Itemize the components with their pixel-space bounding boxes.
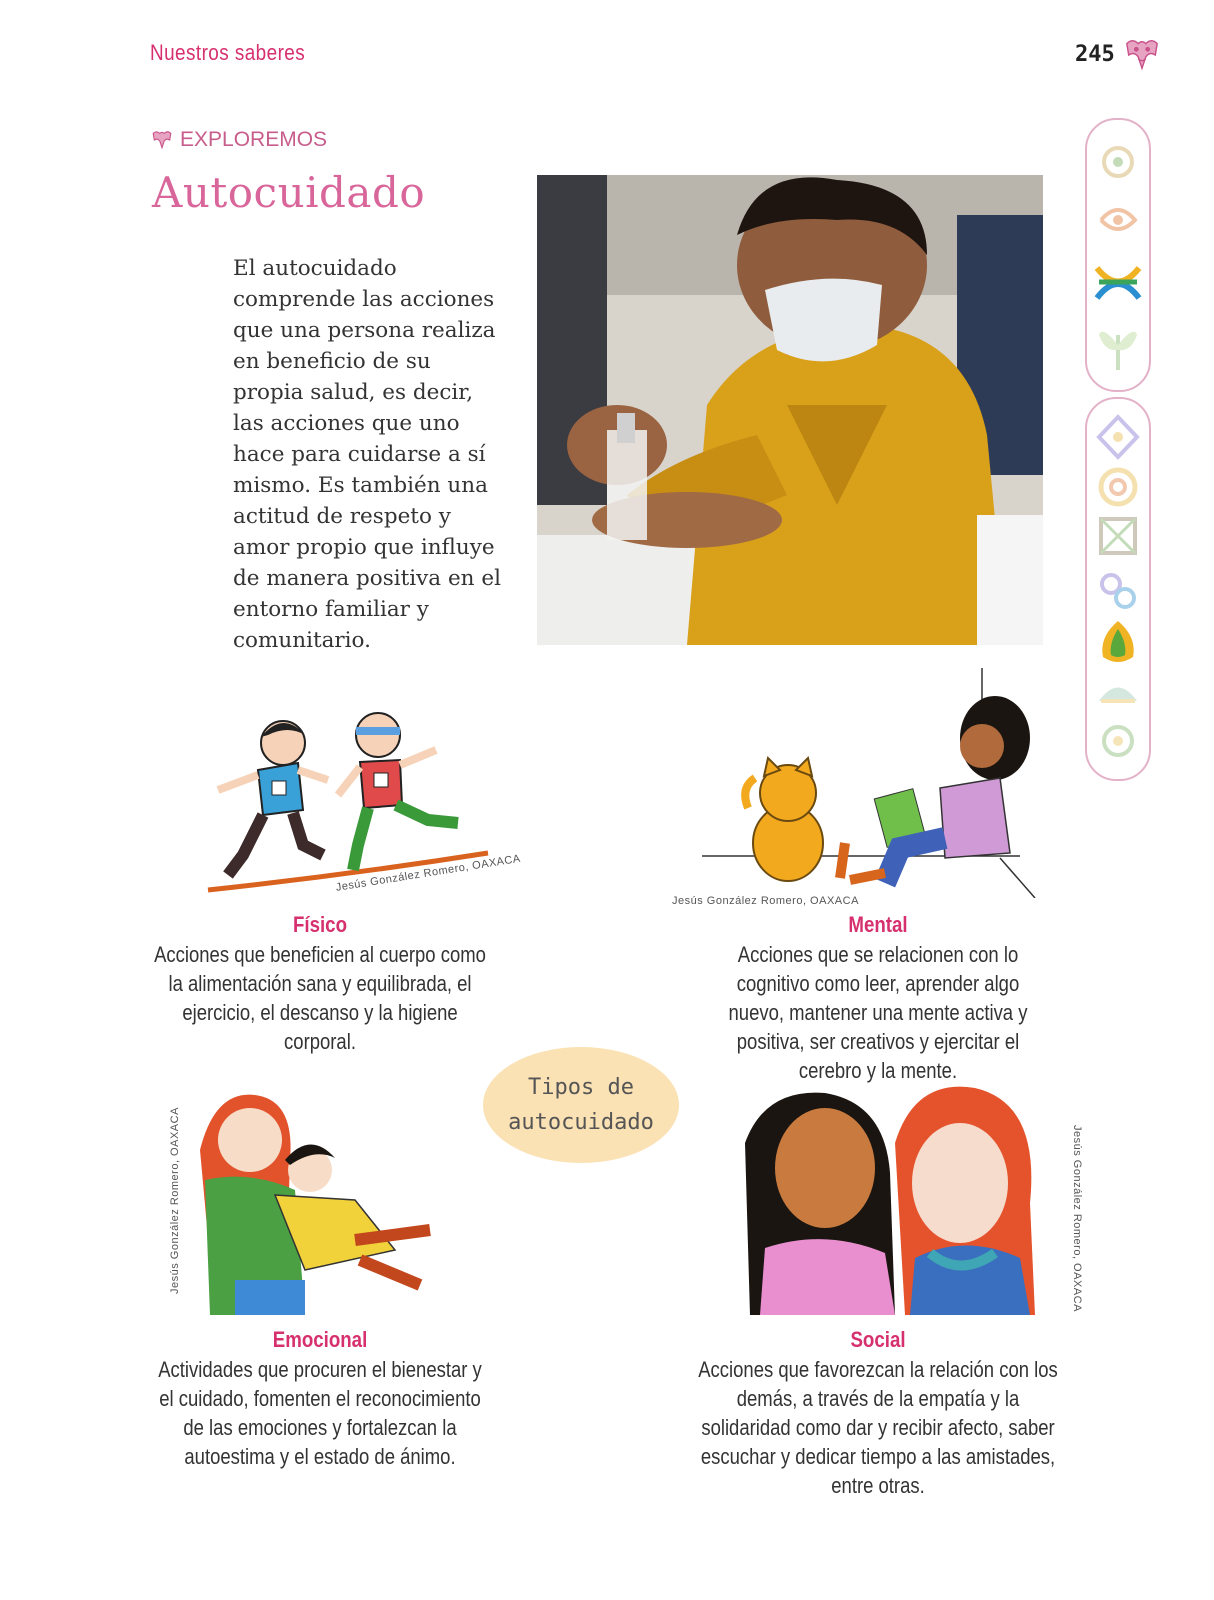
section-label (150, 128, 327, 152)
category-desc-social: Acciones que favorezcan la relación con los demás, a través de la empatía y la solidaridad como dar y recibir afecto, saber escuchar y dedicar tiempo a las amistades, entre otras. (698, 1357, 1058, 1498)
page-number: 245 (1075, 42, 1115, 67)
linked-rings-icon (1102, 575, 1134, 607)
illustration-two-friends-talking (745, 1083, 1040, 1315)
side-nav-top-group (1085, 118, 1151, 392)
lotus-icon (1102, 621, 1133, 662)
category-title-mental: Mental (848, 912, 908, 937)
category-title-emocional: Emocional (272, 1327, 368, 1352)
illustration-mother-daughter-hug (195, 1090, 460, 1315)
woven-square-icon (1101, 519, 1135, 553)
photo-boy-hand-sanitizer (537, 175, 1043, 645)
diamond-knot-icon (1099, 417, 1137, 457)
codex-glyph-icon (150, 129, 174, 151)
spiral-icon (1101, 470, 1135, 504)
intro-paragraph: El autocuidado comprende las acciones que una persona realiza en beneficio de su propia salud, es decir, las acciones que uno hace para cuidarse a sí mismo. Es también una actitud de respeto y amor propio que influye de manera positiva en el entorno familiar y comunitario. (233, 256, 501, 653)
category-desc-mental: Acciones que se relacionen con lo cognitivo como leer, aprender algo nuevo, mantener una mente activa y positiva, ser creativos y ejercitar el cerebro y la mente. (728, 942, 1028, 1083)
flower-icon (1104, 148, 1132, 176)
bubble-line-2: autocuidado (508, 1110, 654, 1135)
mountain-icon (1099, 688, 1137, 702)
sprout-icon (1099, 332, 1137, 370)
circle-burst-icon (1104, 727, 1132, 755)
section-label-text: EXPLOREMOS (180, 128, 328, 151)
topic-bubble (483, 1047, 679, 1163)
codex-glyph-icon (1123, 36, 1161, 74)
bubble-line-1: Tipos de (528, 1075, 634, 1100)
side-nav-bottom-group (1085, 397, 1151, 781)
running-head: Nuestros saberes (150, 40, 306, 65)
page-title: Autocuidado (152, 168, 426, 217)
photo-credit: Jesús González Romero, OAXACA (169, 1107, 181, 1294)
photo-credit: Jesús González Romero, OAXACA (1071, 1125, 1083, 1312)
illustration-girl-reading-with-cat (700, 668, 1040, 898)
photo-credit: Jesús González Romero, OAXACA (672, 895, 859, 907)
sun-figure-icon (1101, 210, 1135, 229)
category-title-fisico: Físico (292, 912, 348, 937)
category-title-social: Social (850, 1327, 906, 1352)
infinity-link-icon (1097, 268, 1139, 298)
category-desc-fisico: Acciones que beneficien al cuerpo como la alimentación sana y equilibrada, el ejercicio, el descanso y la higiene corporal. (154, 942, 486, 1054)
category-desc-emocional: Actividades que procuren el bienestar y el cuidado, fomenten el reconocimiento de las emociones y fortalezcan la autoestima y el estado de ánimo. (158, 1357, 482, 1469)
photo-credit: Jesús González Romero, OAXACA (335, 852, 522, 894)
